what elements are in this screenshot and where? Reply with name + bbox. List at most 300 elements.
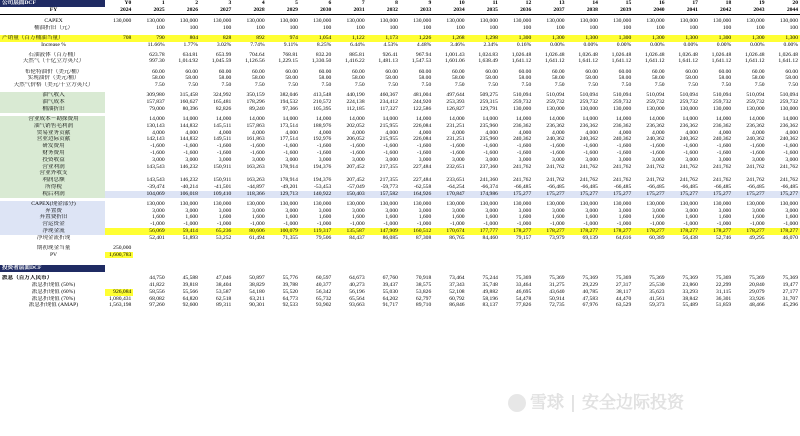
cell: 350,159 <box>246 92 265 99</box>
cell: 1,026.48 <box>678 51 698 58</box>
cell: 45,296 <box>782 302 798 309</box>
cell: 100 <box>189 24 198 31</box>
cell <box>567 170 600 177</box>
cell: 130,000 <box>446 17 465 24</box>
cell: 178,277 <box>700 228 733 235</box>
period-label: 18 <box>725 0 732 6</box>
cell: 75,369 <box>582 275 598 282</box>
cell: 130,000 <box>313 200 332 207</box>
cell: 241,762 <box>513 163 532 170</box>
cell: 4,000 <box>252 129 265 136</box>
cell <box>567 252 600 259</box>
cell: 8.25% <box>316 41 332 48</box>
empty-cell <box>105 265 133 272</box>
cell: 44,750 <box>149 275 165 282</box>
cell: 241,762 <box>546 177 565 184</box>
cell: 93,663 <box>349 302 365 309</box>
row-label: CAPEX(现金部分) <box>0 201 105 208</box>
cell: 178,277 <box>500 228 533 235</box>
cell: 3,000 <box>785 207 798 214</box>
cell: 1,026.48 <box>511 51 532 58</box>
cell: 240,362 <box>679 136 698 143</box>
cell: 3,000 <box>751 156 765 163</box>
cell <box>300 245 333 252</box>
cell: 130,000 <box>413 17 432 24</box>
cell: 130,000 <box>679 17 698 24</box>
cell: 7.50 <box>388 82 398 89</box>
cell: 3,000 <box>685 207 698 214</box>
cell <box>367 245 400 252</box>
period-label: 10 <box>459 0 465 6</box>
cell: 58.00 <box>318 75 332 82</box>
cell: 259,732 <box>713 99 732 106</box>
cell: 83,137 <box>482 302 498 309</box>
cell: -1,600 <box>216 143 232 150</box>
cell: 100 <box>756 24 765 31</box>
row-label: 油气销售毛利润 <box>0 123 105 130</box>
cell: 60.00 <box>651 68 665 75</box>
cell: -66,485 <box>713 183 732 190</box>
cell: 177,514 <box>279 136 298 143</box>
cell: 130,000 <box>513 105 532 112</box>
cell: 241,762 <box>713 163 732 170</box>
cell: 3,000 <box>718 207 732 214</box>
row-label: 营业外收支 <box>0 170 105 177</box>
cell: 117,327 <box>379 105 398 112</box>
cell: 130,000 <box>646 105 665 112</box>
cell: 708 <box>105 35 133 42</box>
cell: 29,229 <box>582 281 598 288</box>
cell: -1,600 <box>283 143 298 150</box>
cell: -1,000 <box>383 221 398 228</box>
cell: 55,030 <box>382 288 398 295</box>
cell: 75,369 <box>682 275 698 282</box>
cell <box>105 235 133 242</box>
cell: 1,600 <box>485 214 498 221</box>
row-ebt <box>0 177 800 184</box>
cell <box>333 245 366 252</box>
cell: 1,600 <box>585 214 598 221</box>
cell: 39,437 <box>382 281 398 288</box>
cell: 240,362 <box>613 136 632 143</box>
cell: 0.00% <box>716 41 732 48</box>
cell: 72,735 <box>549 302 565 309</box>
row-oil_gas_profit <box>0 123 800 130</box>
cell: 177,777 <box>467 228 500 235</box>
cell <box>433 245 466 252</box>
cell <box>733 245 766 252</box>
cell: 92,600 <box>182 302 198 309</box>
empty-cell <box>567 265 600 272</box>
empty-cell <box>167 265 200 272</box>
header-period-row <box>0 0 800 7</box>
cell: 130,000 <box>379 200 398 207</box>
cell: 226,084 <box>413 136 432 143</box>
cell: 4,000 <box>718 129 732 136</box>
cell: 3,000 <box>385 156 398 163</box>
cell: 6.44% <box>350 41 365 48</box>
cell: 241,762 <box>679 163 698 170</box>
row-label: 贸易业务贡献 <box>0 130 105 137</box>
row-non_op <box>0 170 800 177</box>
cell <box>733 252 766 259</box>
cell: -1,600 <box>616 143 632 150</box>
row-invest <box>0 157 800 164</box>
cell: 58.00 <box>685 75 698 82</box>
empty-cell <box>667 265 700 272</box>
cell: -1,000 <box>750 221 765 228</box>
cell: 130,000 <box>146 200 165 207</box>
cell <box>200 252 233 259</box>
cell: 135,587 <box>333 228 366 235</box>
cell: 46,070 <box>782 234 798 241</box>
cell: 1,641.12 <box>611 58 632 65</box>
cell: 178,277 <box>633 228 666 235</box>
cell: 157,582 <box>367 191 400 198</box>
cell: -66,485 <box>647 183 665 190</box>
cell: 31,115 <box>716 288 732 295</box>
cell: 1,600 <box>318 214 332 221</box>
cell: 65,236 <box>200 228 233 235</box>
cell: 1,600 <box>518 214 532 221</box>
cell: -1,600 <box>583 143 598 150</box>
row-label: PV <box>49 251 58 258</box>
cell: 130,000 <box>346 17 365 24</box>
cell: 82,826 <box>215 105 232 112</box>
cell: 60,389 <box>649 234 665 241</box>
cell: -1,000 <box>483 221 498 228</box>
year-label: 2043 <box>733 7 766 14</box>
cell: 309,980 <box>146 92 165 99</box>
cell: 14,000 <box>282 115 298 122</box>
cell <box>105 69 133 76</box>
cell: -1,000 <box>450 221 465 228</box>
cell: 58.00 <box>285 75 298 82</box>
cell: 33,926 <box>749 295 765 302</box>
cell: 510,094 <box>546 92 565 99</box>
cell: 178,277 <box>733 228 766 235</box>
row-capex <box>0 18 800 25</box>
cell: 157,863 <box>246 122 265 129</box>
cell: 194,376 <box>313 177 332 184</box>
cell: 4,000 <box>352 129 365 136</box>
row-label: 天然气（十亿立方英尺） <box>22 58 85 65</box>
cell: 7.50 <box>288 82 298 89</box>
cell: 100 <box>289 24 298 31</box>
year-label: 2029 <box>267 7 300 14</box>
year-label: 2044 <box>767 7 800 14</box>
cell: 31,707 <box>782 295 798 302</box>
row-brent <box>0 69 800 76</box>
cell: 130,000 <box>713 200 732 207</box>
cell: 52,746 <box>715 234 732 241</box>
cell: 1,300 <box>500 35 533 42</box>
cell: -1,600 <box>250 143 265 150</box>
cell <box>667 170 700 177</box>
fy-label: FY <box>0 7 105 14</box>
cell: 11.66% <box>147 41 165 48</box>
cell: 1,641.12 <box>578 58 598 65</box>
cell: 75,369 <box>615 275 632 282</box>
year-label: 2027 <box>200 7 233 14</box>
cell: 77,826 <box>515 302 532 309</box>
cell <box>200 170 233 177</box>
cell: 89,710 <box>415 302 432 309</box>
cell: 3,000 <box>518 156 532 163</box>
cell <box>105 136 133 143</box>
cell: 497,644 <box>446 92 465 99</box>
cell: 3,000 <box>185 156 198 163</box>
cell: 7.50 <box>188 82 198 89</box>
cell: -1,000 <box>250 221 265 228</box>
cell: 130,000 <box>646 17 665 24</box>
cell: 3,000 <box>718 156 732 163</box>
cell: 259,732 <box>779 99 798 106</box>
cell: 1,045.59 <box>211 58 232 65</box>
cell: 79,506 <box>315 234 332 241</box>
row-label: 财务费用 <box>0 150 105 157</box>
period-label: 8 <box>395 0 398 6</box>
cell: 64,820 <box>182 295 198 302</box>
cell: 62,797 <box>415 295 432 302</box>
cell <box>633 170 666 177</box>
cell: 236,362 <box>513 122 532 129</box>
cell: 54,180 <box>249 288 265 295</box>
cell: 3,000 <box>418 156 432 163</box>
cell: 60.00 <box>218 68 232 75</box>
cell: -1,000 <box>650 221 665 228</box>
year-label: 2042 <box>700 7 733 14</box>
cell: 130,000 <box>613 105 632 112</box>
cell: 58.00 <box>518 75 532 82</box>
cell: 58.00 <box>418 75 432 82</box>
cell: 75,369 <box>782 275 798 282</box>
cell: 1,600,783 <box>105 252 133 259</box>
cell: 3,000 <box>552 207 565 214</box>
cell <box>500 252 533 259</box>
cell: 244,920 <box>413 99 432 106</box>
cell <box>105 157 133 164</box>
cell: 53,587 <box>215 288 232 295</box>
cell <box>267 245 300 252</box>
cell: 100 <box>622 24 632 31</box>
cell: 130,000 <box>479 200 498 207</box>
cell <box>333 170 366 177</box>
cell: 4,000 <box>585 129 598 136</box>
cell: 130,000 <box>513 200 532 207</box>
cell: 227,484 <box>413 163 432 170</box>
period-label: 6 <box>328 0 332 6</box>
cell: 997.30 <box>149 58 165 65</box>
cell: 3,000 <box>352 156 365 163</box>
cell: 93,902 <box>315 302 332 309</box>
cell <box>105 164 133 171</box>
cell: 58.00 <box>385 75 398 82</box>
row-label: 油气成本 <box>0 99 105 106</box>
cell <box>267 170 300 177</box>
period-label: 15 <box>625 0 632 6</box>
empty-cell <box>600 265 633 272</box>
cell: 130,000 <box>579 17 598 24</box>
cell: 1,600 <box>218 214 232 221</box>
cell: 130,000 <box>713 105 732 112</box>
cell: 1,416.22 <box>345 58 365 65</box>
cell: 59,414 <box>167 228 200 235</box>
valuation-subtitle: 派息（百万人民币） <box>2 275 53 282</box>
cell: 1,026.48 <box>645 51 665 58</box>
cell: -1,600 <box>383 149 398 156</box>
cell: 232,651 <box>446 163 465 170</box>
cell: 4,000 <box>751 129 765 136</box>
cell: 178,914 <box>279 177 298 184</box>
cell: 97,260 <box>149 302 165 309</box>
cell: 58.00 <box>152 75 165 82</box>
cell: 100 <box>489 24 498 31</box>
row-gas_vol <box>0 58 800 65</box>
cell: 100 <box>222 24 232 31</box>
cell: 58.00 <box>485 75 498 82</box>
cell: 60.00 <box>685 68 698 75</box>
cell: 241,762 <box>646 177 665 184</box>
cell: -1,600 <box>783 149 798 156</box>
cell: 3,000 <box>785 156 798 163</box>
cell: 236,362 <box>613 122 632 129</box>
cell: 7.50 <box>221 82 232 89</box>
header-year-row <box>0 7 800 14</box>
row-pv <box>0 252 800 259</box>
cell <box>133 170 166 177</box>
cell: 58.00 <box>751 75 765 82</box>
cell: 14,000 <box>649 115 665 122</box>
cell: 130,000 <box>579 200 598 207</box>
cell: 207,452 <box>346 163 365 170</box>
cell: -40,214 <box>180 183 198 190</box>
cell: -1,600 <box>250 149 265 156</box>
cell <box>167 252 200 259</box>
cell: 60.00 <box>585 68 598 75</box>
cell <box>105 184 133 191</box>
cell: 69,139 <box>582 234 598 241</box>
cell: 509,275 <box>479 92 498 99</box>
cell: 60.00 <box>718 68 732 75</box>
cell <box>133 245 166 252</box>
cell: 14,000 <box>349 115 365 122</box>
cell: 250,000 <box>113 244 132 251</box>
cell: 75,369 <box>515 275 532 282</box>
cell: 130,000 <box>213 17 232 24</box>
cell <box>105 99 133 106</box>
cell: 1.77% <box>183 41 198 48</box>
cell: 130,000 <box>613 17 632 24</box>
cell: 38,404 <box>215 281 232 288</box>
cell: 100 <box>156 24 165 31</box>
cell <box>533 170 566 177</box>
cell: 510,094 <box>746 92 765 99</box>
cell: 23,860 <box>682 281 698 288</box>
cell <box>105 143 133 150</box>
cell: 510,094 <box>513 92 532 99</box>
cell: -1,600 <box>150 149 165 156</box>
cell: 175,277 <box>733 191 766 198</box>
empty-cell <box>133 265 166 272</box>
pv-cell <box>105 282 133 289</box>
cell: 178,277 <box>533 228 566 235</box>
cell: -1,000 <box>583 221 598 228</box>
period-label: 19 <box>758 0 765 6</box>
cell: 130,000 <box>146 17 165 24</box>
cell <box>500 245 533 252</box>
cell: 46,695 <box>515 288 532 295</box>
cell: 194,532 <box>279 99 298 106</box>
period-label: 7 <box>361 0 365 6</box>
cell: 59,373 <box>649 302 665 309</box>
cell: 236,362 <box>779 122 798 129</box>
cell: 804 <box>167 35 200 42</box>
cell: 90,301 <box>249 302 265 309</box>
cell <box>105 177 133 184</box>
cell <box>500 170 533 177</box>
cell <box>105 75 133 82</box>
cell: 130,000 <box>679 200 698 207</box>
row-label: 天然气价格（美元/千立方英尺） <box>13 82 94 89</box>
cell: 58.00 <box>218 75 232 82</box>
cell: 1,300 <box>700 35 733 42</box>
cell: 1,600 <box>352 214 365 221</box>
cell: -1,000 <box>683 221 698 228</box>
cell: 241,762 <box>679 177 698 184</box>
cell: -1,000 <box>183 221 198 228</box>
cell: 38,842 <box>682 295 698 302</box>
cell: 52,401 <box>149 234 165 241</box>
cell <box>633 252 666 259</box>
cell <box>105 228 133 235</box>
cell: 1,641.12 <box>744 58 765 65</box>
cell: 3,000 <box>418 207 432 214</box>
cell: 7.50 <box>754 82 765 89</box>
cell: 49,882 <box>482 288 498 295</box>
cell: -1,600 <box>683 143 698 150</box>
cell: 130,000 <box>613 200 632 207</box>
year-label: 2033 <box>400 7 433 14</box>
cell: 259,732 <box>679 99 698 106</box>
cell: 259,732 <box>613 99 632 106</box>
cell <box>105 130 133 137</box>
cell: 7.50 <box>721 82 732 89</box>
cell: 1,300 <box>600 35 633 42</box>
cell: 165,481 <box>213 99 232 106</box>
cell: 3,000 <box>585 156 598 163</box>
cell: -1,000 <box>283 221 298 228</box>
cell: 1,014.92 <box>178 58 198 65</box>
cell: 79,000 <box>149 105 165 112</box>
cell: 217,355 <box>379 177 398 184</box>
cell <box>400 252 433 259</box>
cell: 84,460 <box>482 234 498 241</box>
cell: 3,000 <box>485 156 498 163</box>
cell: 129,791 <box>479 105 498 112</box>
cell: 0.00% <box>583 41 598 48</box>
empty-cell <box>467 265 500 272</box>
cell: 100 <box>589 24 598 31</box>
cell: 49,295 <box>749 234 765 241</box>
cell: 240,362 <box>713 136 732 143</box>
cell: -1,600 <box>183 149 198 156</box>
cell: 460,367 <box>379 92 398 99</box>
cell: 130,000 <box>746 105 765 112</box>
row-label: 营业边际贡献 <box>0 136 105 143</box>
cell: 178,296 <box>246 99 265 106</box>
cell: -1,600 <box>450 149 465 156</box>
